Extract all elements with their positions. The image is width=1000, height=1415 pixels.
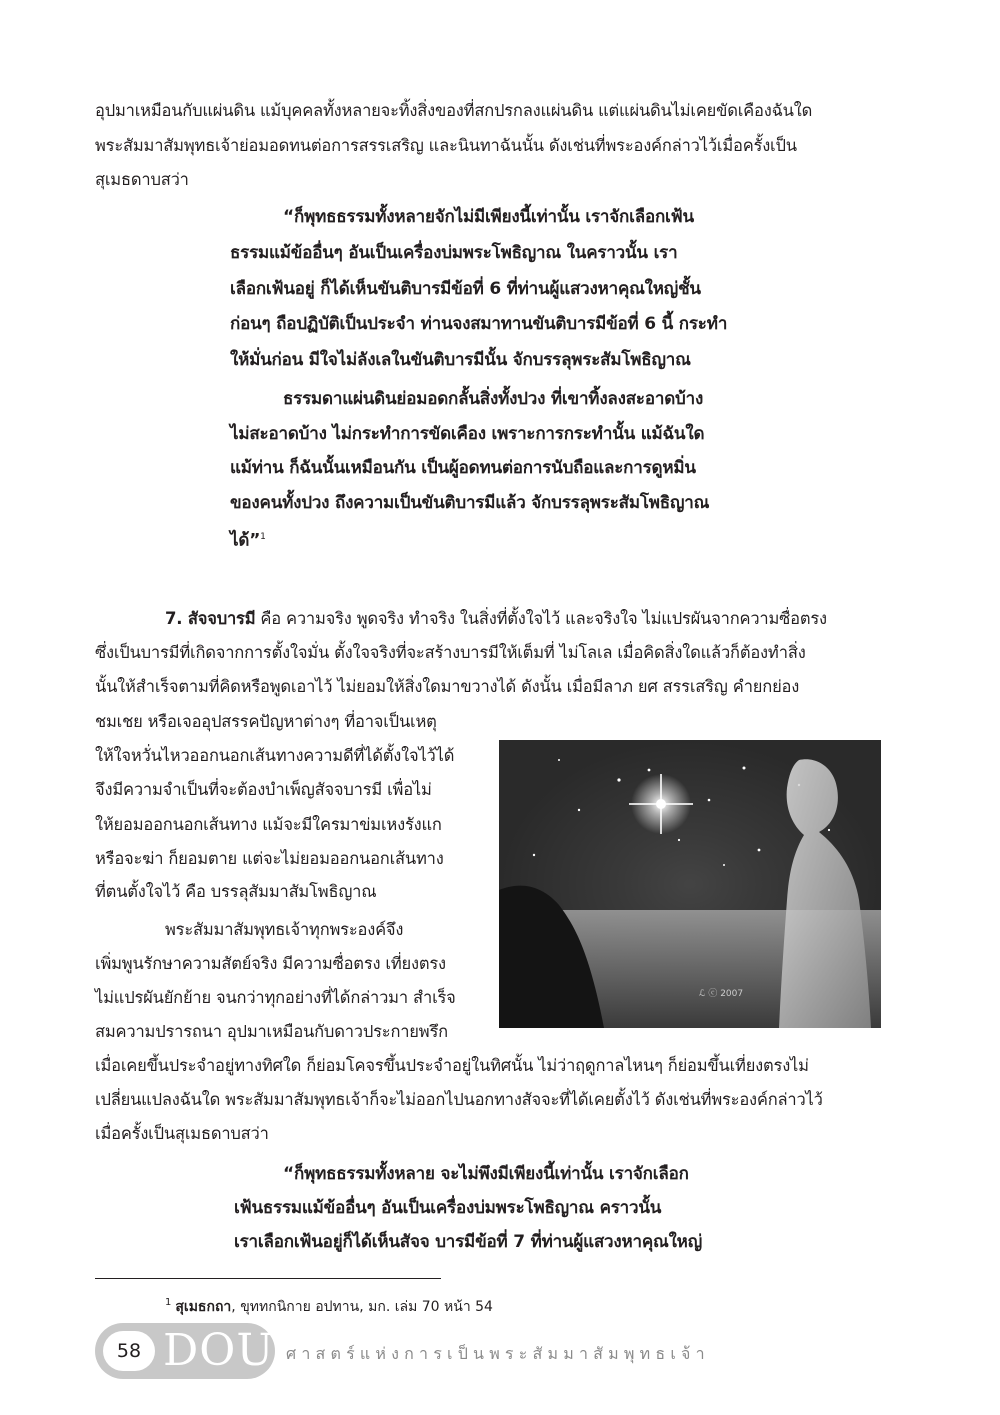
page-number: 58: [116, 1340, 142, 1362]
text-line: เมื่อเคยขึ้นประจำอยู่ทางทิศใด ก็ย่อมโคจรขึ้นประจำอยู่ในทิศนั้น ไม่ว่าฤดูกาลไหนๆ ก็ย่อมขึ้นเที่ยงตรงไม่: [95, 1056, 809, 1075]
quote-last-text: ได้”: [230, 530, 261, 551]
quote-line: ธรรมดาแผ่นดินย่อมอดกลั้นสิ่งทั้งปวง ที่เขาทิ้งลงสะอาดบ้าง: [283, 389, 704, 409]
text-line: เปลี่ยนแปลงฉันใด พระสัมมาสัมพุทธเจ้าก็จะไม่ออกไปนอกทางสัจจะที่ได้เคยตั้งไว้ ดังเช่นที่พระองค์กล่าวไว้: [95, 1090, 823, 1109]
text-line: ให้ยอมออกนอกเส้นทาง แม้จะมีใครมาข่มเหงรังแก: [95, 815, 442, 834]
illustration-svg: [499, 740, 881, 1028]
quote-line: “ก็พุทธธรรมทั้งหลาย จะไม่พึงมีเพียงนี้เท่านั้น เราจักเลือก: [283, 1164, 689, 1184]
quote-line: เลือกเฟ้นอยู่ ก็ได้เห็นขันติบารมีข้อที่ 6 ที่ท่านผู้แสวงหาคุณใหญ่ชั้น: [230, 279, 701, 299]
section-first-line: [165, 605, 827, 632]
text-line: สมความปรารถนา อุปมาเหมือนกับดาวประกายพรึก: [95, 1022, 448, 1041]
text-line: ชมเชย หรือเจออุปสรรคปัญหาต่างๆ ที่อาจเป็นเหตุ: [95, 712, 437, 731]
text-line: จึงมีความจำเป็นที่จะต้องบำเพ็ญสัจจบารมี เพื่อไม่: [95, 780, 432, 799]
text-line: หรือจะฆ่า ก็ยอมตาย แต่จะไม่ยอมออกนอกเส้นทาง: [95, 849, 444, 868]
quote-line: ไม่สะอาดบ้าง ไม่กระทำการขัดเคือง เพราะการกระทำนั้น แม้ฉันใด: [230, 424, 705, 444]
footnote-text: , ขุททกนิกาย อปทาน, มก. เล่ม 70 หน้า 54: [231, 1299, 493, 1315]
text-line: อุปมาเหมือนกับแผ่นดิน แม้บุคคลทั้งหลายจะทิ้งสิ่งของที่สกปรกลงแผ่นดิน แต่แผ่นดินไม่เคยขัดเคืองฉันใด: [95, 101, 813, 120]
text-line: พระสัมมาสัมพุทธเจ้าย่อมอดทนต่อการสรรเสริญ และนินทาฉันนั้น ดังเช่นที่พระองค์กล่าวไว้เมื่อครั้งเป็น: [95, 136, 797, 155]
quote-line: ของคนทั้งปวง ถึงความเป็นขันติบารมีแล้ว จักบรรลุพระสัมโพธิญาณ: [230, 493, 710, 513]
text-line: ซึ่งเป็นบารมีที่เกิดจากการตั้งใจมั่น ตั้งใจจริงที่จะสร้างบารมีให้เต็มที่ ไม่โลเล เมื่อคิดสิ่งใดแล้วก็ต้องทำสิ่ง: [95, 643, 806, 662]
text-line: เพิ่มพูนรักษาความสัตย์จริง มีความซื่อตรง เที่ยงตรง: [95, 954, 446, 973]
running-title: ศาสตร์แห่งการเป็นพระสัมมาสัมพุทธเจ้า: [286, 1344, 710, 1363]
section-first-text: คือ ความจริง พูดจริง ทำจริง ในสิ่งที่ตั้งใจไว้ และจริงใจ ไม่แปรผันจากความซื่อตรง: [255, 609, 827, 628]
text-line: พระสัมมาสัมพุทธเจ้าทุกพระองค์จึง: [165, 920, 404, 939]
footnote-marker: 1: [165, 1297, 172, 1309]
section-heading: 7. สัจจบารมี: [165, 609, 256, 628]
footnote: [165, 1296, 493, 1318]
quote-line: เฟ้นธรรมแม้ข้ออื่นๆ อันเป็นเครื่องบ่มพระโพธิญาณ คราวนั้น: [234, 1198, 662, 1218]
footnote-source: สุเมธกถา: [175, 1299, 232, 1315]
text-line: สุเมธดาบสว่า: [95, 170, 189, 189]
image-watermark: ℒ ⓒ 2007: [699, 989, 744, 999]
footnote-rule: [95, 1278, 441, 1279]
text-line: นั้นให้สำเร็จตามที่คิดหรือพูดเอาไว้ ไม่ยอมให้สิ่งใดมาขวางได้ ดังนั้น เมื่อมีลาภ ยศ สรรเสริญ คำยกย่อง: [95, 677, 800, 696]
text-line: เมื่อครั้งเป็นสุเมธดาบสว่า: [95, 1124, 269, 1143]
quote-line: “ก็พุทธธรรมทั้งหลายจักไม่มีเพียงนี้เท่านั้น เราจักเลือกเฟ้น: [283, 207, 694, 227]
text-line: ให้ใจหวั่นไหวออกนอกเส้นทางความดีที่ได้ตั้งใจไว้ได้: [95, 746, 455, 765]
dou-logo: DOU: [163, 1325, 275, 1376]
quote-line: ธรรมแม้ข้ออื่นๆ อันเป็นเครื่องบ่มพระโพธิญาณ ในคราวนั้น เรา: [230, 243, 678, 263]
quote-line: เราเลือกเฟ้นอยู่ก็ได้เห็นสัจจ บารมีข้อที่ 7 ที่ท่านผู้แสวงหาคุณใหญ่: [234, 1232, 702, 1252]
text-line: ที่ตนตั้งใจไว้ คือ บรรลุสัมมาสัมโพธิญาณ: [95, 882, 377, 901]
quote-line-last: [230, 520, 266, 558]
illustration-morning-star: [499, 740, 881, 1028]
quote-line: ให้มั่นก่อน มีใจไม่ลังเลในขันติบารมีนั้น จักบรรลุพระสัมโพธิญาณ: [230, 350, 691, 370]
footnote-ref[interactable]: 1: [260, 532, 266, 542]
text-line: ไม่แปรผันยักย้าย จนกว่าทุกอย่างที่ได้กล่าวมา สำเร็จ: [95, 988, 456, 1007]
quote-line: ก่อนๆ ถือปฏิบัติเป็นประจำ ท่านจงสมาทานขันติบารมีข้อที่ 6 นี้ กระทำ: [230, 314, 728, 334]
quote-line: แม้ท่าน ก็ฉันนั้นเหมือนกัน เป็นผู้อดทนต่อการนับถือและการดูหมิ่น: [230, 458, 696, 478]
